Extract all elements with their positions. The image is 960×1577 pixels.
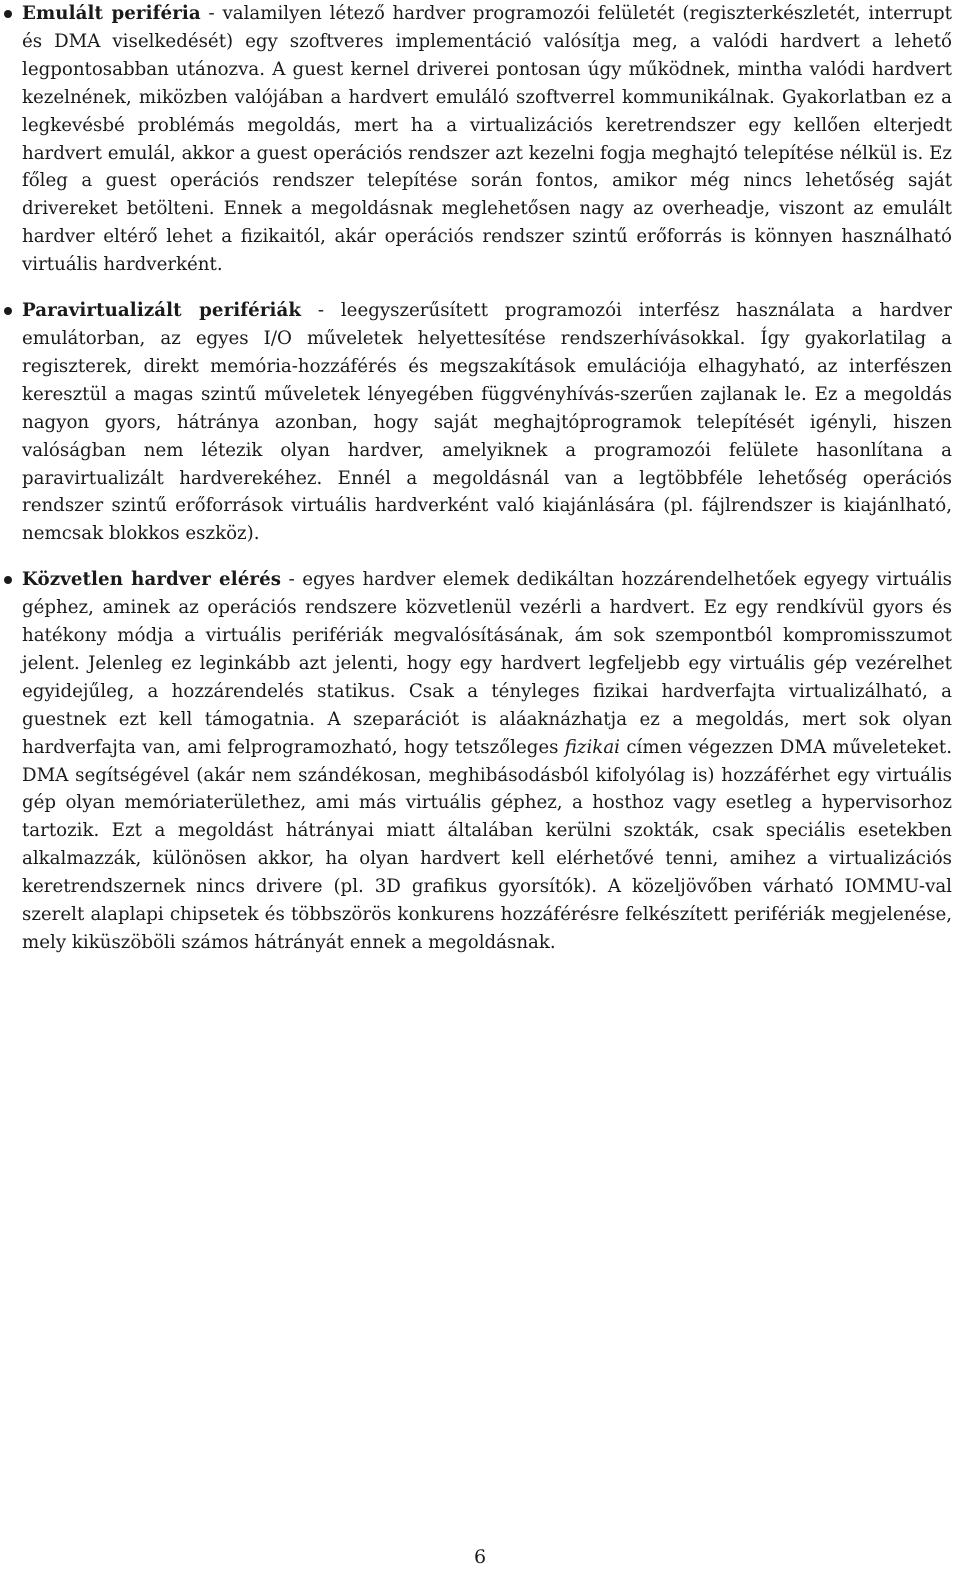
list-item-direct-hardware-access [22, 566, 952, 957]
item-text-before: egyes hardver elemek dedikáltan hozzárendelhetőek egyegy virtuális géphez, aminek az operációs rendszere közvetlenül vezérli a hardvert. Ez egy rendkívül gyors és hatékony módja a virtuális perifériák megvalósításának, ám sok szempontból kompromisszumot jelent. Jelenleg ez leginkább azt jelenti, hogy egy hardvert legfeljebb egy virtuális gép vezérelhet egyidejűleg, a hozzárendelés statikus. Csak a tényleges fizikai hardverfajta virtualizálható, a guestnek ezt kell támogatnia. A szeparációt is aláaknázhatja ez a megoldás, mert sok olyan hardverfajta van, ami felprogramozható, hogy tetszőleges [22, 569, 952, 758]
item-text: leegyszerűsített programozói interfész használata a hardver emulátorban, az egyes I/O műveletek helyettesítése rendszerhívásokkal. Így gyakorlatilag a regiszterek, direkt memória-hozzáférés és megszakítások emulációja elhagyható, az interfészen keresztül a magas szintű műveletek lényegében függvényhívás-szerűen zajlanak le. Ez a megoldás nagyon gyors, hátránya azonban, hogy saját meghajtóprogramok telepítését igényli, hiszen valóságban nem létezik olyan hardver, amelyiknek a programozói felülete hasonlítana a paravirtualizált hardverekéhez. Ennél a megoldásnál van a legtöbbféle lehetőség operációs rendszer szintű erőforrások virtuális hardverként való kiajánlására (pl. fájlrendszer is kiajánlható, nemcsak blokkos eszköz). [22, 300, 952, 545]
list-item-emulated-peripheral [22, 0, 952, 279]
bullet-icon [4, 307, 12, 315]
bullet-icon [4, 10, 12, 18]
item-term: Közvetlen hardver elérés [22, 569, 282, 591]
item-text-after: címen végezzen DMA műveleteket. DMA segítségével (akár nem szándékosan, meghibásodásból kifolyólag is) hozzáférhet egy virtuális gép olyan memóriaterülethez, ami más virtuális géphez, a hosthoz vagy esetleg a hypervisorhoz tartozik. Ezt a megoldást hátrányai miatt általában kerülni szokták, csak speciális esetekben alkalmazzák, különösen akkor, ha olyan hardvert kell elérhetővé tenni, amihez a virtualizációs keretrendszernek nincs drivere (pl. 3D grafikus gyorsítók). A közeljövőben várható IOMMU-val szerelt alaplapi chipsetek és többszörös konkurens hozzáférésre felkészített perifériák megjelenése, mely kiküszöböli számos hátrányát ennek a megoldásnak. [22, 736, 952, 953]
item-separator: - [200, 3, 223, 24]
bullet-list [22, 0, 952, 975]
item-separator: - [281, 569, 303, 591]
item-term: Paravirtualizált perifériák [22, 300, 302, 322]
list-item-paravirtualized-peripherals [22, 297, 952, 548]
item-emphasis: fizikai [564, 736, 620, 758]
item-paragraph [22, 566, 952, 957]
item-text: valamilyen létező hardver programozói felületét (regiszterkészletét, interrupt és DMA viselkedését) egy szoftveres implementáció valósítja meg, a valódi hardvert a lehető legpontosabban utánozva. A guest kernel driverei pontosan úgy működnek, mintha valódi hardvert kezelnének, miközben valójában a hardvert emuláló szoftverrel kommunikálnak. Gyakorlatban ez a legkevésbé problémás megoldás, mert ha a virtualizációs keretrendszer egy kellően elterjedt hardvert emulál, akkor a guest operációs rendszer azt kezelni fogja meghajtó telepítése nélkül is. Ez főleg a guest operációs rendszer telepítése során fontos, amikor még nincs lehetőség saját drivereket betölteni. Ennek a megoldásnak meglehetősen nagy az overheadje, viszont az emulált hardver eltérő lehet a fizikaitól, akár operációs rendszer szintű erőforrás is könnyen használható virtuális hardverként. [22, 3, 952, 276]
item-term: Emulált periféria [22, 3, 201, 24]
item-paragraph [22, 297, 952, 548]
item-paragraph [22, 0, 952, 279]
item-separator: - [301, 300, 341, 322]
page-number: 6 [473, 1546, 487, 1568]
bullet-icon [4, 576, 12, 584]
